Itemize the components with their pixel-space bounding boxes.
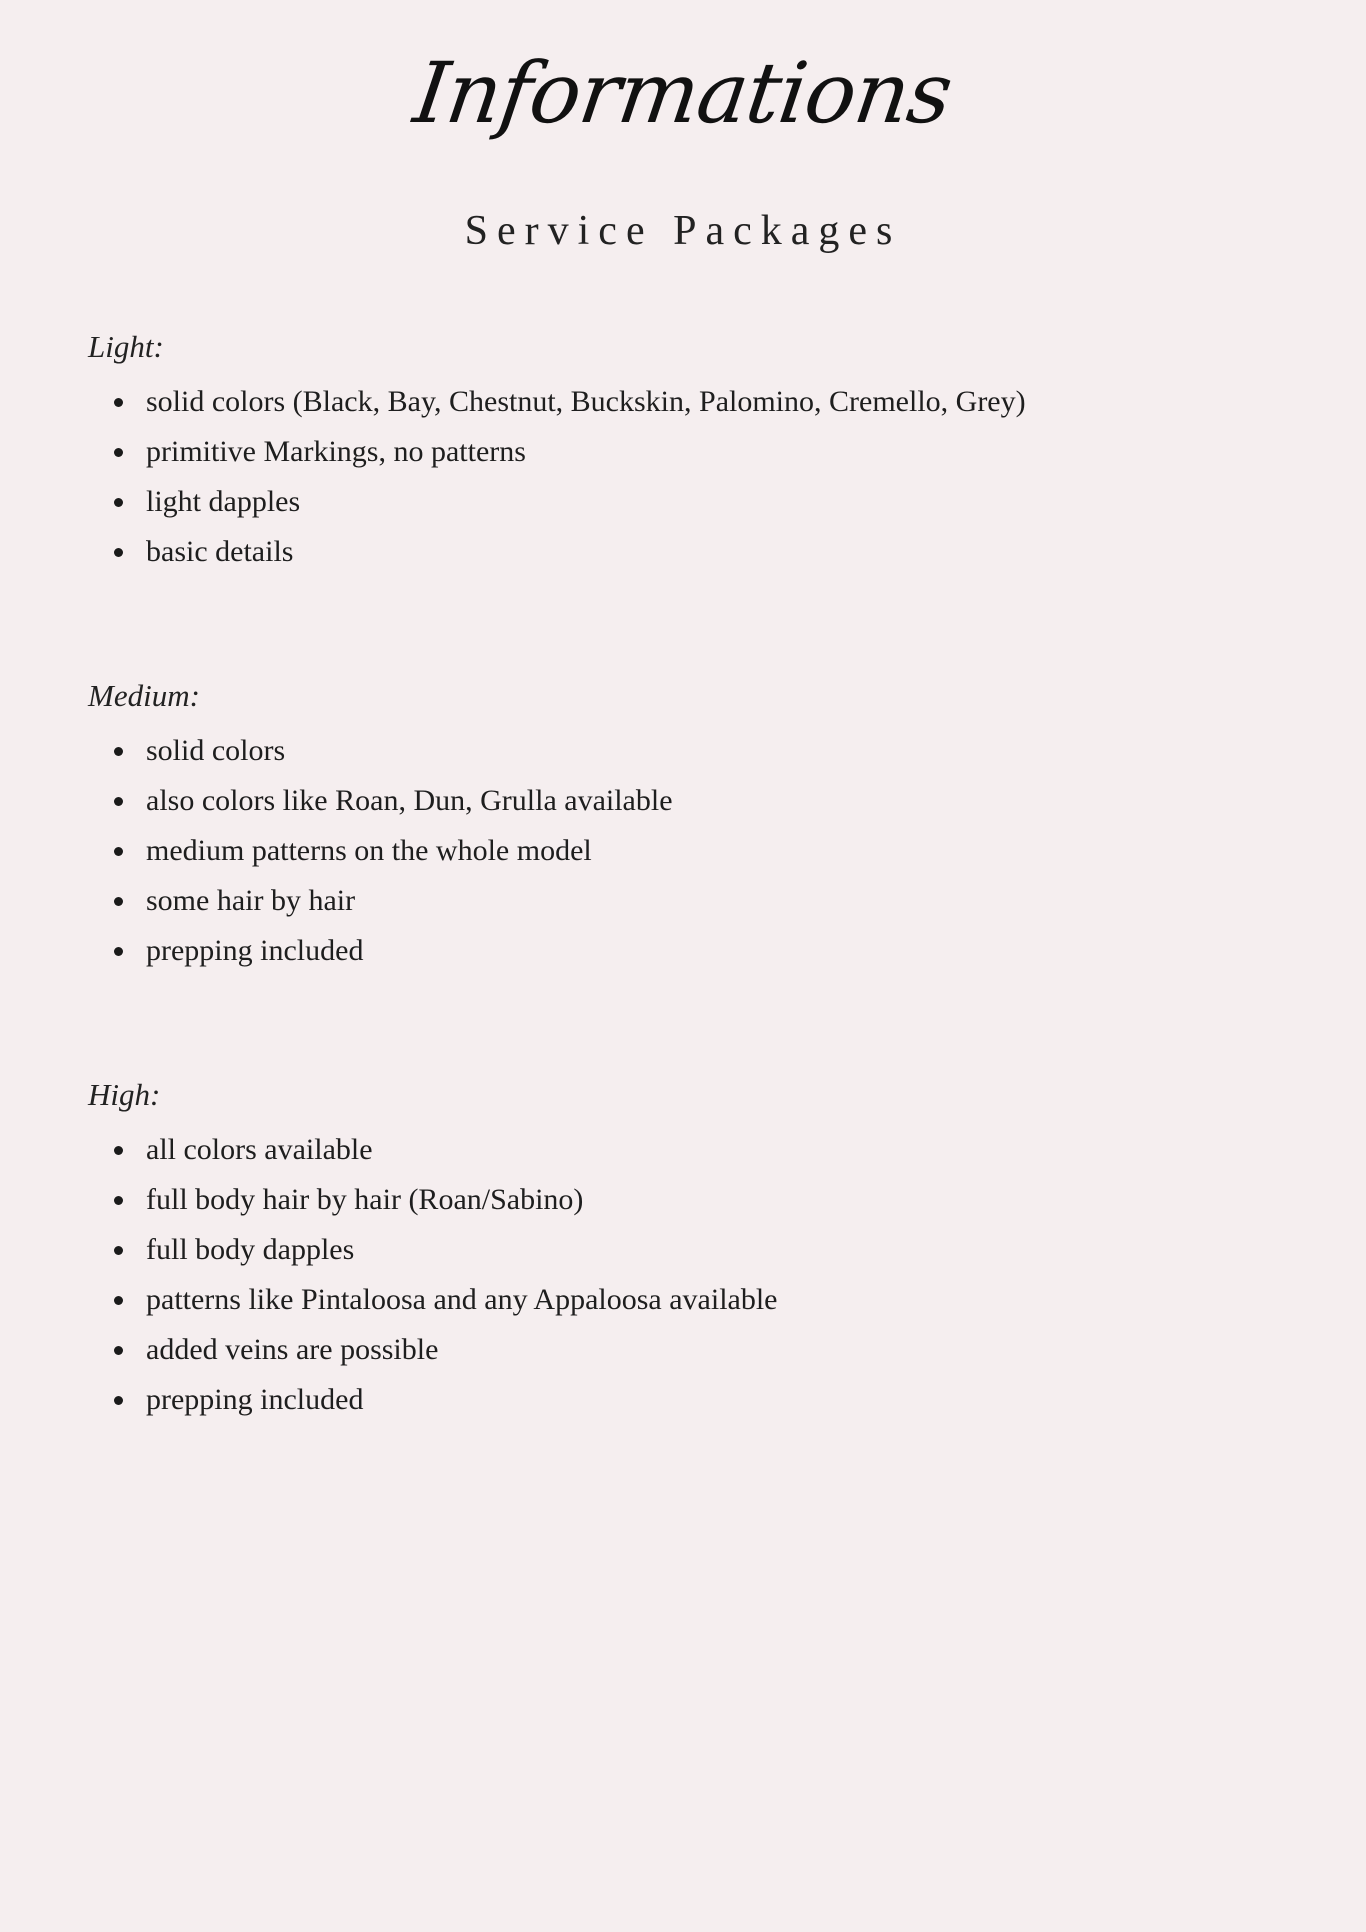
bullet-icon [114, 747, 123, 756]
list-item-text: patterns like Pintaloosa and any Appaloosa available [146, 1283, 778, 1316]
list-item-text: full body hair by hair (Roan/Sabino) [146, 1183, 584, 1216]
package-high [88, 1075, 1288, 1425]
list-item-text: full body dapples [146, 1233, 355, 1266]
bullet-icon [114, 548, 123, 557]
package-medium-list [88, 726, 1288, 976]
list-item-text: added veins are possible [146, 1333, 439, 1366]
page-subtitle: Service Packages [464, 208, 902, 254]
list-item-text: light dapples [146, 485, 301, 518]
bullet-icon [114, 1396, 123, 1405]
list-item-text: solid colors (Black, Bay, Chestnut, Buckskin, Palomino, Cremello, Grey) [146, 385, 1026, 418]
package-high-list [88, 1125, 1288, 1425]
bullet-icon [114, 797, 123, 806]
list-item [88, 1325, 1288, 1375]
list-item [88, 1375, 1288, 1425]
list-item [88, 776, 1288, 826]
package-light-label: Light: [88, 329, 164, 364]
list-item [88, 876, 1288, 926]
list-item-text: solid colors [146, 734, 286, 767]
bullet-icon [114, 947, 123, 956]
bullet-icon [114, 1296, 123, 1305]
package-light-list [88, 377, 1288, 577]
list-item-text: also colors like Roan, Dun, Grulla available [146, 784, 673, 817]
page-title: Informations [408, 44, 958, 142]
list-item-text: some hair by hair [146, 884, 356, 917]
list-item [88, 726, 1288, 776]
bullet-icon [114, 398, 123, 407]
bullet-icon [114, 1346, 123, 1355]
list-item [88, 1175, 1288, 1225]
list-item-text: primitive Markings, no patterns [146, 435, 526, 468]
list-item [88, 1275, 1288, 1325]
bullet-icon [114, 847, 123, 856]
package-medium-label: Medium: [88, 678, 200, 713]
list-item [88, 377, 1288, 427]
bullet-icon [114, 1146, 123, 1155]
list-item-text: prepping included [146, 1383, 364, 1416]
list-item [88, 527, 1288, 577]
package-light [88, 327, 1288, 577]
list-item-text: prepping included [146, 934, 364, 967]
package-high-label: High: [88, 1077, 161, 1112]
bullet-icon [114, 1196, 123, 1205]
bullet-icon [114, 897, 123, 906]
list-item [88, 826, 1288, 876]
package-medium [88, 676, 1288, 976]
list-item [88, 477, 1288, 527]
list-item-text: medium patterns on the whole model [146, 834, 592, 867]
list-item [88, 1125, 1288, 1175]
list-item-text: all colors available [146, 1133, 373, 1166]
bullet-icon [114, 448, 123, 457]
list-item [88, 926, 1288, 976]
bullet-icon [114, 1246, 123, 1255]
list-item [88, 427, 1288, 477]
bullet-icon [114, 498, 123, 507]
list-item-text: basic details [146, 535, 294, 568]
list-item [88, 1225, 1288, 1275]
